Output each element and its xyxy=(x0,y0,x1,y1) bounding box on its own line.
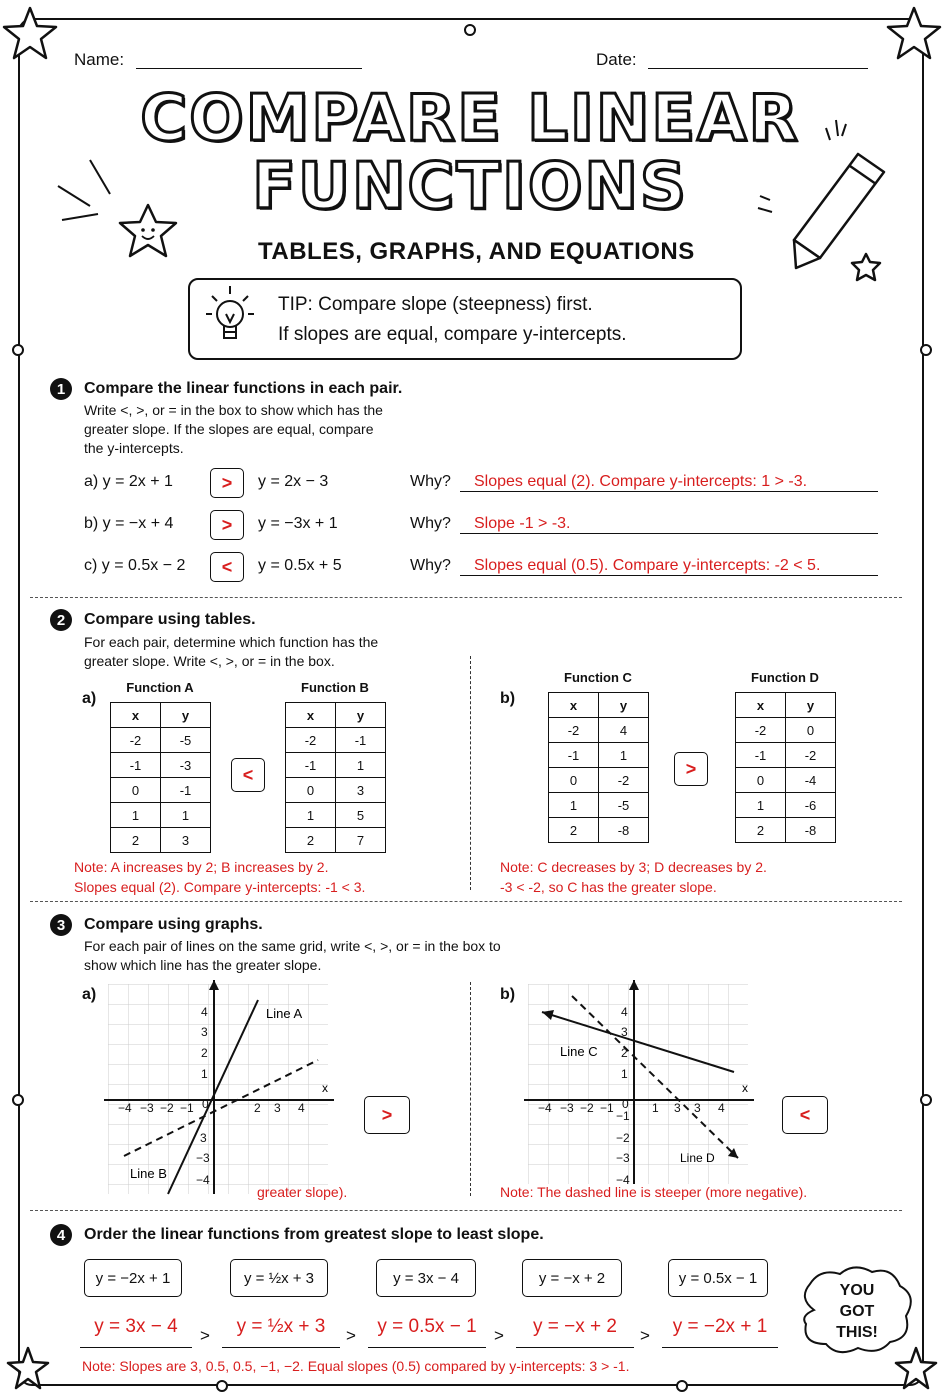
why-answer[interactable]: Slope -1 > -3. xyxy=(460,515,878,534)
svg-text:0: 0 xyxy=(202,1097,209,1111)
divider xyxy=(30,901,902,903)
star-icon xyxy=(852,254,880,280)
instructions: For each pair of lines on the same grid, write <, >, or = in the box to show which line has the greater slope. xyxy=(84,938,501,973)
greater-than: > xyxy=(346,1326,356,1345)
svg-text:−2: −2 xyxy=(160,1101,174,1115)
svg-text:1: 1 xyxy=(621,1067,628,1081)
function-card: y = −2x + 1 xyxy=(84,1259,182,1297)
greater-than: > xyxy=(640,1326,650,1345)
x-axis-label: x xyxy=(322,1081,328,1095)
section-number: 3 xyxy=(50,914,72,936)
order-answer[interactable]: y = ½x + 3 xyxy=(222,1316,340,1348)
svg-text:3: 3 xyxy=(200,1131,207,1145)
line-a-label: Line A xyxy=(266,1006,303,1021)
title-line-1: COMPARE LINEAR xyxy=(140,82,800,156)
why-label: Why? xyxy=(410,473,451,490)
graph-b xyxy=(524,980,764,1190)
answer-box[interactable]: < xyxy=(782,1096,828,1134)
svg-text:1: 1 xyxy=(201,1067,208,1081)
answer-box[interactable]: > xyxy=(210,510,244,540)
equation-right: y = −3x + 1 xyxy=(258,515,338,532)
svg-text:−4: −4 xyxy=(616,1173,630,1187)
svg-text:4: 4 xyxy=(298,1101,305,1115)
title-line-2: FUNCTIONS xyxy=(252,150,688,224)
instructions: Write <, >, or = in the box to show which has the greater slope. If the slopes are equal, compare the y-intercepts. xyxy=(84,402,383,456)
section-number: 1 xyxy=(50,378,72,400)
svg-text:0: 0 xyxy=(622,1097,629,1111)
svg-text:−3: −3 xyxy=(560,1101,574,1115)
tip-box xyxy=(188,278,742,360)
star-icon xyxy=(4,8,56,58)
svg-text:−1: −1 xyxy=(616,1109,630,1123)
table-caption: Function D xyxy=(751,670,819,685)
note: Note: Slopes are 3, 0.5, 0.5, −1, −2. Equal slopes (0.5) compared by y-intercepts: 3 > -1. xyxy=(82,1358,630,1374)
section-number: 2 xyxy=(50,609,72,631)
svg-text:−2: −2 xyxy=(580,1101,594,1115)
table-caption: Function A xyxy=(126,680,194,695)
part-label: b) xyxy=(500,690,516,707)
note: greater slope). xyxy=(257,1184,348,1200)
tip-line-2: If slopes are equal, compare y-intercepts. xyxy=(278,324,627,345)
date-label: Date: xyxy=(596,50,637,69)
svg-text:3: 3 xyxy=(621,1025,628,1039)
order-answer[interactable]: y = −2x + 1 xyxy=(662,1316,778,1348)
order-answer[interactable]: y = −x + 2 xyxy=(516,1316,634,1348)
section-heading: Order the linear functions from greatest slope to least slope. xyxy=(84,1226,544,1243)
equation-right: y = 2x − 3 xyxy=(258,473,329,490)
note: Note: A increases by 2; B increases by 2. Slopes equal (2). Compare y-intercepts: -1 < 3. xyxy=(74,859,366,895)
table-caption: Function C xyxy=(564,670,632,685)
svg-text:1: 1 xyxy=(652,1101,659,1115)
instructions: For each pair, determine which function has the greater slope. Write <, >, or = in the box. xyxy=(84,634,379,669)
equation-right: y = 0.5x + 5 xyxy=(258,557,342,574)
part-label: b) xyxy=(500,986,516,1003)
svg-text:−2: −2 xyxy=(616,1131,630,1145)
tip-line-1: TIP: Compare slope (steepness) first. xyxy=(278,294,593,315)
svg-text:3: 3 xyxy=(274,1101,281,1115)
svg-text:−4: −4 xyxy=(118,1101,132,1115)
svg-text:−4: −4 xyxy=(196,1173,210,1187)
divider xyxy=(30,597,902,599)
why-label: Why? xyxy=(410,515,451,532)
order-answer[interactable]: y = 3x − 4 xyxy=(80,1316,192,1348)
function-card: y = ½x + 3 xyxy=(230,1259,328,1297)
equation-left: a) y = 2x + 1 xyxy=(84,473,173,490)
note: Note: C decreases by 3; D decreases by 2. -3 < -2, so C has the greater slope. xyxy=(500,859,767,895)
svg-text:−4: −4 xyxy=(538,1101,552,1115)
function-card: y = 0.5x − 1 xyxy=(668,1259,768,1297)
answer-box[interactable]: < xyxy=(231,758,265,792)
order-answer[interactable]: y = 0.5x − 1 xyxy=(368,1316,486,1348)
section-heading: Compare using graphs. xyxy=(84,916,263,933)
function-b-table: x y -2 -1 -1 1 0 3 1 5 2 7 xyxy=(285,702,386,853)
name-label: Name: xyxy=(74,50,125,69)
function-a-table: x y -2 -5 -1 -3 0 -1 1 1 2 3 xyxy=(110,702,211,853)
table-caption: Function B xyxy=(301,680,369,695)
svg-text:−3: −3 xyxy=(616,1151,630,1165)
answer-box[interactable]: > xyxy=(674,752,708,786)
function-card: y = −x + 2 xyxy=(522,1259,622,1297)
equation-left: b) y = −x + 4 xyxy=(84,515,174,532)
svg-text:4: 4 xyxy=(201,1005,208,1019)
star-icon xyxy=(888,8,940,58)
svg-text:3: 3 xyxy=(674,1101,681,1115)
svg-text:3: 3 xyxy=(694,1101,701,1115)
column-divider xyxy=(470,982,471,1196)
svg-text:−1: −1 xyxy=(600,1101,614,1115)
divider xyxy=(30,1210,902,1212)
function-c-table: x y -2 4 -1 1 0 -2 1 -5 2 -8 xyxy=(548,692,649,843)
svg-text:4: 4 xyxy=(621,1005,628,1019)
svg-text:−3: −3 xyxy=(140,1101,154,1115)
line-c-label: Line C xyxy=(560,1044,598,1059)
why-answer[interactable]: Slopes equal (0.5). Compare y-intercepts: -2 < 5. xyxy=(460,557,878,576)
equation-left: c) y = 0.5x − 2 xyxy=(84,557,186,574)
section-heading: Compare using tables. xyxy=(84,611,256,628)
graph-a xyxy=(104,980,344,1200)
answer-box[interactable]: < xyxy=(210,552,244,582)
greater-than: > xyxy=(200,1326,210,1345)
encouragement-badge: YOU GOT THIS! xyxy=(836,1282,878,1341)
svg-text:−1: −1 xyxy=(180,1101,194,1115)
why-answer[interactable]: Slopes equal (2). Compare y-intercepts: 1 > -3. xyxy=(460,473,878,492)
lightbulb-icon xyxy=(200,284,266,354)
column-divider xyxy=(470,656,471,890)
why-label: Why? xyxy=(410,557,451,574)
section-number: 4 xyxy=(50,1224,72,1246)
answer-box[interactable]: > xyxy=(210,468,244,498)
svg-text:3: 3 xyxy=(201,1025,208,1039)
note: Note: The dashed line is steeper (more negative). xyxy=(500,1184,808,1200)
function-d-table: x y -2 0 -1 -2 0 -4 1 -6 2 -8 xyxy=(735,692,836,843)
part-label: a) xyxy=(82,986,97,1003)
section-heading: Compare the linear functions in each pair. xyxy=(84,380,403,397)
star-icon xyxy=(8,1348,48,1388)
svg-text:4: 4 xyxy=(718,1101,725,1115)
date-field[interactable] xyxy=(648,68,868,69)
subtitle: TABLES, GRAPHS, AND EQUATIONS xyxy=(258,238,695,265)
line-b-label: Line B xyxy=(130,1166,167,1181)
answer-box[interactable]: > xyxy=(364,1096,410,1134)
line-d-label: Line D xyxy=(680,1151,715,1165)
x-axis-label: x xyxy=(742,1081,748,1095)
sparkle-mark xyxy=(58,186,90,206)
svg-text:2: 2 xyxy=(254,1101,261,1115)
svg-text:−3: −3 xyxy=(196,1151,210,1165)
svg-text:2: 2 xyxy=(201,1046,208,1060)
part-label: a) xyxy=(82,690,97,707)
greater-than: > xyxy=(494,1326,504,1345)
name-field[interactable] xyxy=(136,68,362,69)
svg-text:2: 2 xyxy=(621,1046,628,1060)
function-card: y = 3x − 4 xyxy=(376,1259,476,1297)
